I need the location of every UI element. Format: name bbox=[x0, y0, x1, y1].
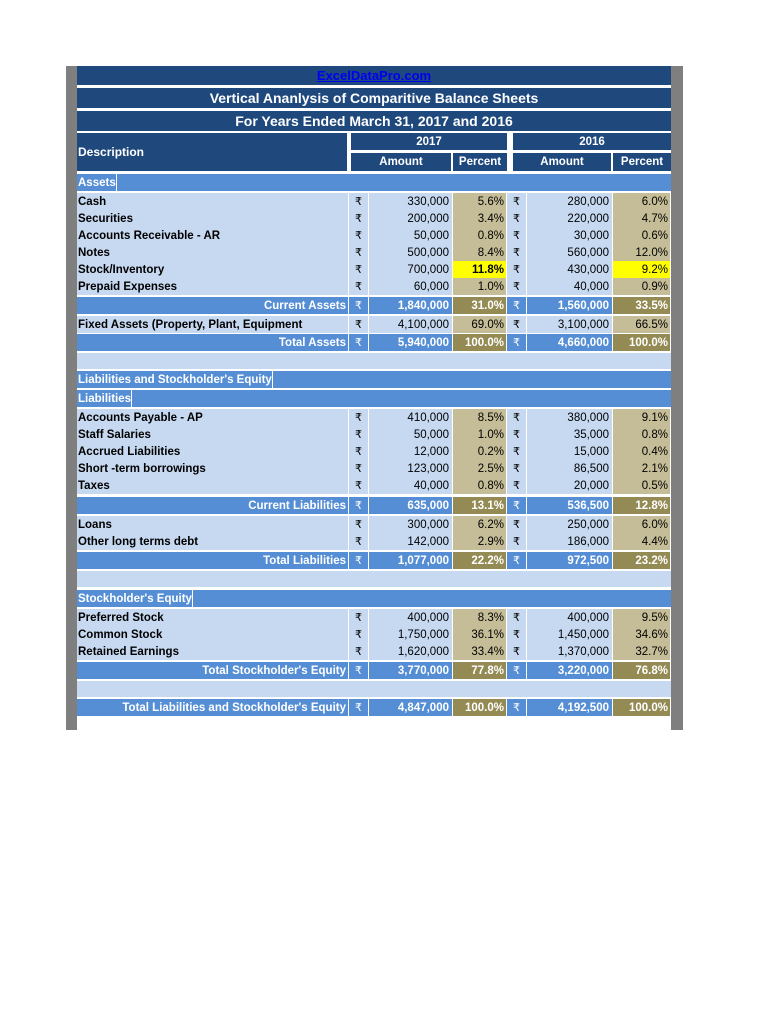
rupee-icon: ₹ bbox=[349, 244, 369, 261]
percent-2017: 6.2% bbox=[453, 516, 507, 533]
amount-2016: 3,100,000 bbox=[527, 316, 613, 333]
amount-2016: 280,000 bbox=[527, 193, 613, 210]
section-liabilities: Liabilities bbox=[77, 390, 671, 407]
amount-2017: 1,620,000 bbox=[369, 643, 453, 660]
percent-2017: 0.8% bbox=[453, 227, 507, 244]
percent-2017: 8.4% bbox=[453, 244, 507, 261]
amount-2017: 50,000 bbox=[369, 227, 453, 244]
percent-2016: 0.8% bbox=[613, 426, 671, 443]
amount-2016: 4,192,500 bbox=[527, 699, 613, 716]
percent-2016: 9.5% bbox=[613, 609, 671, 626]
rupee-icon: ₹ bbox=[507, 210, 527, 227]
rupee-icon: ₹ bbox=[349, 227, 369, 244]
row-description: Total Liabilities bbox=[77, 552, 349, 569]
rupee-icon: ₹ bbox=[349, 699, 369, 716]
percent-2016: 32.7% bbox=[613, 643, 671, 660]
amount-2016: 1,560,000 bbox=[527, 297, 613, 314]
table-row bbox=[77, 477, 671, 494]
row-description: Prepaid Expenses bbox=[77, 278, 349, 295]
rupee-icon: ₹ bbox=[507, 193, 527, 210]
row-description: Other long terms debt bbox=[77, 533, 349, 550]
percent-2016: 0.9% bbox=[613, 278, 671, 295]
amount-2016: 1,450,000 bbox=[527, 626, 613, 643]
percent-2016: 6.0% bbox=[613, 516, 671, 533]
amount-2017: 1,840,000 bbox=[369, 297, 453, 314]
rupee-icon: ₹ bbox=[349, 643, 369, 660]
row-description: Securities bbox=[77, 210, 349, 227]
percent-2016: 66.5% bbox=[613, 316, 671, 333]
percent-2017: 69.0% bbox=[453, 316, 507, 333]
rupee-icon: ₹ bbox=[507, 244, 527, 261]
rupee-icon: ₹ bbox=[507, 261, 527, 278]
rupee-icon: ₹ bbox=[507, 278, 527, 295]
percent-2016: 0.6% bbox=[613, 227, 671, 244]
table-row bbox=[77, 210, 671, 227]
rupee-icon: ₹ bbox=[349, 626, 369, 643]
row-description: Cash bbox=[77, 193, 349, 210]
percent-2017: 5.6% bbox=[453, 193, 507, 210]
row-description: Short -term borrowings bbox=[77, 460, 349, 477]
table-row bbox=[77, 533, 671, 550]
percent-2016: 12.8% bbox=[613, 497, 671, 514]
amount-2017: 300,000 bbox=[369, 516, 453, 533]
amount-2017: 40,000 bbox=[369, 477, 453, 494]
amount-2016: 20,000 bbox=[527, 477, 613, 494]
percent-2017: 8.5% bbox=[453, 409, 507, 426]
percent-2016: 100.0% bbox=[613, 699, 671, 716]
amount-2016: 220,000 bbox=[527, 210, 613, 227]
percent-2016: 0.5% bbox=[613, 477, 671, 494]
percent-2017: 0.2% bbox=[453, 443, 507, 460]
percent-2016: 100.0% bbox=[613, 334, 671, 351]
amount-2017: 700,000 bbox=[369, 261, 453, 278]
amount-2017: 50,000 bbox=[369, 426, 453, 443]
amount-2016: 15,000 bbox=[527, 443, 613, 460]
percent-2016: 4.4% bbox=[613, 533, 671, 550]
percent-2016: 76.8% bbox=[613, 662, 671, 679]
amount-2016: 35,000 bbox=[527, 426, 613, 443]
rupee-icon: ₹ bbox=[507, 477, 527, 494]
rupee-icon: ₹ bbox=[349, 297, 369, 314]
table-row bbox=[77, 278, 671, 295]
rupee-icon: ₹ bbox=[507, 460, 527, 477]
row-description: Retained Earnings bbox=[77, 643, 349, 660]
year-2017-header: 2017 bbox=[351, 133, 507, 150]
rupee-icon: ₹ bbox=[349, 426, 369, 443]
table-row bbox=[77, 643, 671, 660]
amount-2017: 60,000 bbox=[369, 278, 453, 295]
rupee-icon: ₹ bbox=[507, 662, 527, 679]
rupee-icon: ₹ bbox=[507, 497, 527, 514]
percent-2017: 77.8% bbox=[453, 662, 507, 679]
percent-2016: 2.1% bbox=[613, 460, 671, 477]
row-description: Fixed Assets (Property, Plant, Equipment bbox=[77, 316, 349, 333]
rupee-icon: ₹ bbox=[349, 516, 369, 533]
row-description: Taxes bbox=[77, 477, 349, 494]
amount-2016: 86,500 bbox=[527, 460, 613, 477]
subtotal-row-current-liabilities bbox=[77, 497, 671, 514]
percent-2016-header: Percent bbox=[613, 153, 671, 171]
rupee-icon: ₹ bbox=[349, 552, 369, 569]
percent-2017: 100.0% bbox=[453, 334, 507, 351]
rupee-icon: ₹ bbox=[349, 334, 369, 351]
table-row bbox=[77, 443, 671, 460]
rupee-icon: ₹ bbox=[349, 460, 369, 477]
rupee-icon: ₹ bbox=[349, 261, 369, 278]
spacer-row bbox=[77, 571, 671, 587]
amount-2016: 400,000 bbox=[527, 609, 613, 626]
rupee-icon: ₹ bbox=[349, 278, 369, 295]
table-row bbox=[77, 193, 671, 210]
percent-2016: 23.2% bbox=[613, 552, 671, 569]
amount-2016: 250,000 bbox=[527, 516, 613, 533]
site-link[interactable]: ExcelDataPro.com bbox=[316, 68, 432, 83]
percent-2017: 1.0% bbox=[453, 278, 507, 295]
table-row bbox=[77, 244, 671, 261]
amount-2017: 410,000 bbox=[369, 409, 453, 426]
rupee-icon: ₹ bbox=[507, 316, 527, 333]
site-link-row bbox=[77, 66, 671, 85]
row-description: Common Stock bbox=[77, 626, 349, 643]
rupee-icon: ₹ bbox=[507, 552, 527, 569]
amount-2017: 330,000 bbox=[369, 193, 453, 210]
percent-2016: 6.0% bbox=[613, 193, 671, 210]
rupee-icon: ₹ bbox=[507, 516, 527, 533]
amount-2016: 972,500 bbox=[527, 552, 613, 569]
rupee-icon: ₹ bbox=[507, 409, 527, 426]
amount-2016-header: Amount bbox=[513, 153, 611, 171]
amount-2016: 40,000 bbox=[527, 278, 613, 295]
rupee-icon: ₹ bbox=[349, 497, 369, 514]
row-description: Accounts Payable - AP bbox=[77, 409, 349, 426]
table-row bbox=[77, 261, 671, 278]
total-row-assets bbox=[77, 334, 671, 351]
rupee-icon: ₹ bbox=[507, 443, 527, 460]
rupee-icon: ₹ bbox=[507, 227, 527, 244]
row-description: Current Liabilities bbox=[77, 497, 349, 514]
rupee-icon: ₹ bbox=[507, 533, 527, 550]
section-equity: Stockholder's Equity bbox=[77, 590, 671, 607]
grand-total-row bbox=[77, 699, 671, 716]
percent-2016: 9.2% bbox=[613, 261, 671, 278]
rupee-icon: ₹ bbox=[349, 409, 369, 426]
table-row bbox=[77, 516, 671, 533]
amount-2016: 3,220,000 bbox=[527, 662, 613, 679]
percent-2016: 33.5% bbox=[613, 297, 671, 314]
rupee-icon: ₹ bbox=[507, 626, 527, 643]
table-row bbox=[77, 409, 671, 426]
row-description: Notes bbox=[77, 244, 349, 261]
percent-2017: 11.8% bbox=[453, 261, 507, 278]
amount-2017: 400,000 bbox=[369, 609, 453, 626]
row-description: Accrued Liabilities bbox=[77, 443, 349, 460]
percent-2017: 3.4% bbox=[453, 210, 507, 227]
amount-2016: 186,000 bbox=[527, 533, 613, 550]
description-header: Description bbox=[77, 133, 349, 171]
row-description: Loans bbox=[77, 516, 349, 533]
amount-2017: 200,000 bbox=[369, 210, 453, 227]
percent-2017: 2.5% bbox=[453, 460, 507, 477]
table-row bbox=[77, 609, 671, 626]
row-description: Staff Salaries bbox=[77, 426, 349, 443]
row-description: Total Liabilities and Stockholder's Equity bbox=[77, 699, 349, 716]
table-row bbox=[77, 227, 671, 244]
amount-2017: 635,000 bbox=[369, 497, 453, 514]
rupee-icon: ₹ bbox=[349, 477, 369, 494]
amount-2017: 4,847,000 bbox=[369, 699, 453, 716]
percent-2017: 100.0% bbox=[453, 699, 507, 716]
table-row bbox=[77, 426, 671, 443]
row-description: Accounts Receivable - AR bbox=[77, 227, 349, 244]
percent-2016: 12.0% bbox=[613, 244, 671, 261]
amount-2017: 4,100,000 bbox=[369, 316, 453, 333]
percent-2016: 0.4% bbox=[613, 443, 671, 460]
rupee-icon: ₹ bbox=[349, 316, 369, 333]
percent-2017: 33.4% bbox=[453, 643, 507, 660]
amount-2017: 142,000 bbox=[369, 533, 453, 550]
rupee-icon: ₹ bbox=[507, 699, 527, 716]
table-row bbox=[77, 626, 671, 643]
row-description: Total Stockholder's Equity bbox=[77, 662, 349, 679]
rupee-icon: ₹ bbox=[349, 210, 369, 227]
table-row bbox=[77, 316, 671, 333]
rupee-icon: ₹ bbox=[507, 426, 527, 443]
rupee-icon: ₹ bbox=[507, 297, 527, 314]
amount-2016: 536,500 bbox=[527, 497, 613, 514]
percent-2017: 0.8% bbox=[453, 477, 507, 494]
spreadsheet-frame bbox=[66, 66, 683, 730]
section-liabilities-equity: Liabilities and Stockholder's Equity bbox=[77, 371, 671, 388]
spacer-row bbox=[77, 353, 671, 369]
balance-sheet-table bbox=[77, 66, 671, 730]
row-description: Current Assets bbox=[77, 297, 349, 314]
section-assets: Assets bbox=[77, 174, 671, 191]
amount-2017: 123,000 bbox=[369, 460, 453, 477]
rupee-icon: ₹ bbox=[349, 443, 369, 460]
total-row-liabilities bbox=[77, 552, 671, 569]
amount-2016: 430,000 bbox=[527, 261, 613, 278]
subtotal-row-current-assets bbox=[77, 297, 671, 314]
spacer-row bbox=[77, 681, 671, 697]
percent-2016: 4.7% bbox=[613, 210, 671, 227]
year-2016-header: 2016 bbox=[513, 133, 671, 150]
amount-2017: 1,077,000 bbox=[369, 552, 453, 569]
rupee-icon: ₹ bbox=[507, 643, 527, 660]
rupee-icon: ₹ bbox=[507, 609, 527, 626]
amount-2017: 3,770,000 bbox=[369, 662, 453, 679]
percent-2017: 31.0% bbox=[453, 297, 507, 314]
row-description: Total Assets bbox=[77, 334, 349, 351]
row-description: Preferred Stock bbox=[77, 609, 349, 626]
percent-2017: 8.3% bbox=[453, 609, 507, 626]
percent-2017-header: Percent bbox=[453, 153, 507, 171]
total-row-equity bbox=[77, 662, 671, 679]
rupee-icon: ₹ bbox=[349, 193, 369, 210]
amount-2017: 1,750,000 bbox=[369, 626, 453, 643]
amount-2017: 500,000 bbox=[369, 244, 453, 261]
rupee-icon: ₹ bbox=[507, 334, 527, 351]
amount-2017: 5,940,000 bbox=[369, 334, 453, 351]
amount-2017: 12,000 bbox=[369, 443, 453, 460]
percent-2017: 1.0% bbox=[453, 426, 507, 443]
row-description: Stock/Inventory bbox=[77, 261, 349, 278]
amount-2017-header: Amount bbox=[351, 153, 451, 171]
amount-2016: 380,000 bbox=[527, 409, 613, 426]
percent-2016: 34.6% bbox=[613, 626, 671, 643]
rupee-icon: ₹ bbox=[349, 662, 369, 679]
report-title: Vertical Ananlysis of Comparitive Balance Sheets bbox=[77, 88, 671, 108]
rupee-icon: ₹ bbox=[349, 533, 369, 550]
amount-2016: 560,000 bbox=[527, 244, 613, 261]
report-subtitle: For Years Ended March 31, 2017 and 2016 bbox=[77, 111, 671, 131]
percent-2017: 2.9% bbox=[453, 533, 507, 550]
amount-2016: 30,000 bbox=[527, 227, 613, 244]
amount-2016: 4,660,000 bbox=[527, 334, 613, 351]
rupee-icon: ₹ bbox=[349, 609, 369, 626]
percent-2017: 13.1% bbox=[453, 497, 507, 514]
percent-2016: 9.1% bbox=[613, 409, 671, 426]
percent-2017: 36.1% bbox=[453, 626, 507, 643]
table-row bbox=[77, 460, 671, 477]
percent-2017: 22.2% bbox=[453, 552, 507, 569]
amount-2016: 1,370,000 bbox=[527, 643, 613, 660]
